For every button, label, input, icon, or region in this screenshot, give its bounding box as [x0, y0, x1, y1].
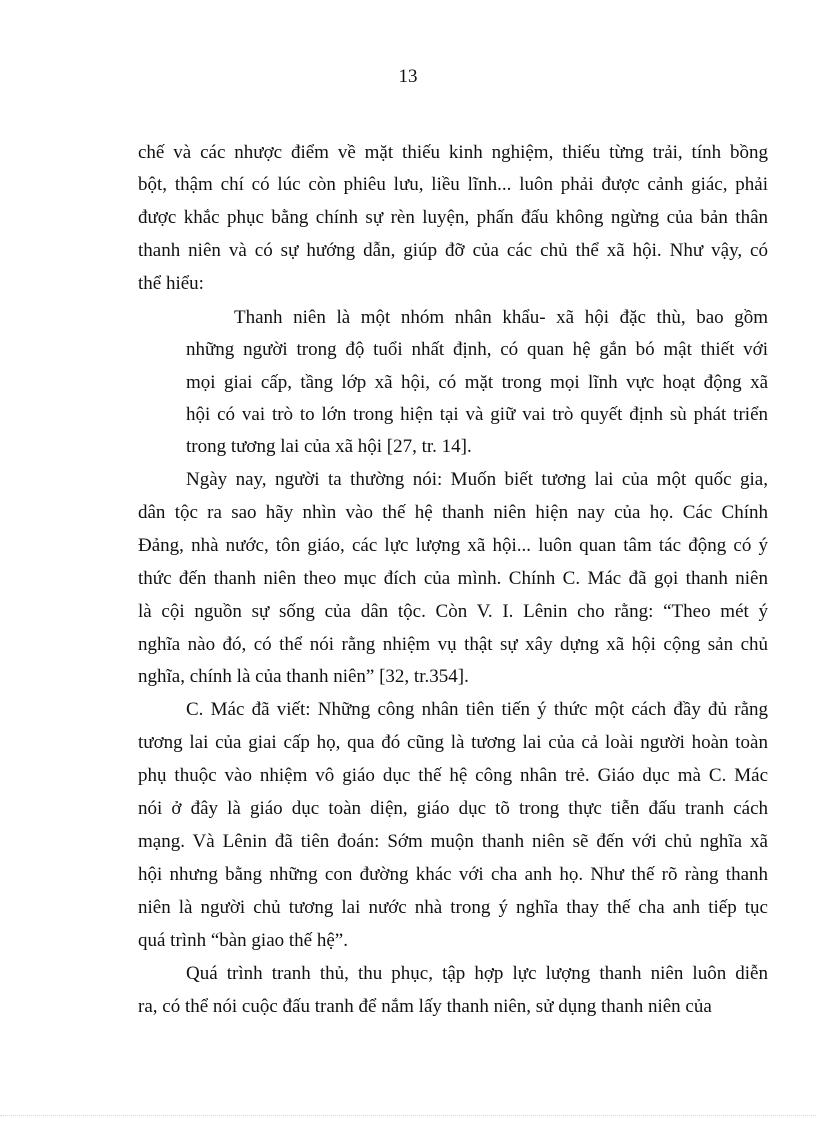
text-line: phụ thuộc vào nhiệm vô giáo dục thế hệ công nhân trẻ. Giáo dục mà C. Mác: [138, 765, 768, 786]
text-line: Thanh niên là một nhóm nhân khẩu- xã hội đặc thù, bao gồm: [234, 307, 768, 328]
text-line: nói ở đây là giáo dục toàn diện, giáo dục tõ trong thực tiễn đấu tranh cách: [138, 798, 768, 819]
text-line: những người trong độ tuổi nhất định, có quan hệ gắn bó mật thiết với: [186, 339, 768, 360]
text-line: được khắc phục bằng chính sự rèn luyện, phấn đấu không ngừng của bản thân: [138, 207, 768, 228]
text-line: bột, thậm chí có lúc còn phiêu lưu, liều lĩnh... luôn phải được cảnh giác, phải: [138, 174, 768, 195]
text-line: Đảng, nhà nước, tôn giáo, các lực lượng xã hội... luôn quan tâm tác động có ý: [138, 535, 768, 556]
text-line: thanh niên và có sự hướng dẫn, giúp đỡ của các chủ thể xã hội. Như vậy, có: [138, 240, 768, 261]
text-line: Quá trình tranh thủ, thu phục, tập hợp lực lượng thanh niên luôn diễn: [186, 963, 768, 984]
text-line: chế và các nhược điểm về mặt thiếu kinh nghiệm, thiếu từng trải, tính bồng: [138, 142, 768, 163]
text-line: nghĩa, chính là của thanh niên” [32, tr.354].: [138, 666, 469, 687]
text-line: thể hiểu:: [138, 273, 204, 294]
text-line: là cội nguồn sự sống của dân tộc. Còn V. I. Lênin cho rằng: “Theo mét ý: [138, 601, 768, 622]
text-line: quá trình “bàn giao thế hệ”.: [138, 930, 348, 951]
text-line: niên là người chủ tương lai nước nhà trong ý nghĩa thay thế cha anh tiếp tục: [138, 897, 768, 918]
text-line: Ngày nay, người ta thường nói: Muốn biết tương lai của một quốc gia,: [186, 469, 768, 490]
text-line: mọi giai cấp, tầng lớp xã hội, có mặt trong mọi lĩnh vực hoạt động xã: [186, 372, 768, 393]
page-bottom-divider: [0, 1115, 816, 1116]
text-line: C. Mác đã viết: Những công nhân tiên tiến ý thức một cách đầy đủ rằng: [186, 699, 768, 720]
text-line: thức đến thanh niên theo mục đích của mình. Chính C. Mác đã gọi thanh niên: [138, 568, 768, 589]
text-line: dân tộc ra sao hãy nhìn vào thế hệ thanh niên hiện nay của họ. Các Chính: [138, 502, 768, 523]
text-line: nghĩa nào đó, có thể nói rằng nhiệm vụ thật sự xây dựng xã hội cộng sản chủ: [138, 634, 768, 655]
text-line: trong tương lai của xã hội [27, tr. 14].: [186, 436, 472, 457]
text-line: hội có vai trò to lớn trong hiện tại và giữ vai trò quyết định sù phát triển: [186, 404, 768, 425]
page-number: 13: [398, 66, 418, 87]
text-line: hội nhưng bằng những con đường khác với cha anh họ. Như thế rõ ràng thanh: [138, 864, 768, 885]
text-line: mạng. Và Lênin đã tiên đoán: Sớm muộn thanh niên sẽ đến với chủ nghĩa xã: [138, 831, 768, 852]
text-line: tương lai của giai cấp họ, qua đó cũng là tương lai của cả loài người hoàn toàn: [138, 732, 768, 753]
text-line: ra, có thể nói cuộc đấu tranh để nắm lấy thanh niên, sử dụng thanh niên của: [138, 996, 712, 1017]
